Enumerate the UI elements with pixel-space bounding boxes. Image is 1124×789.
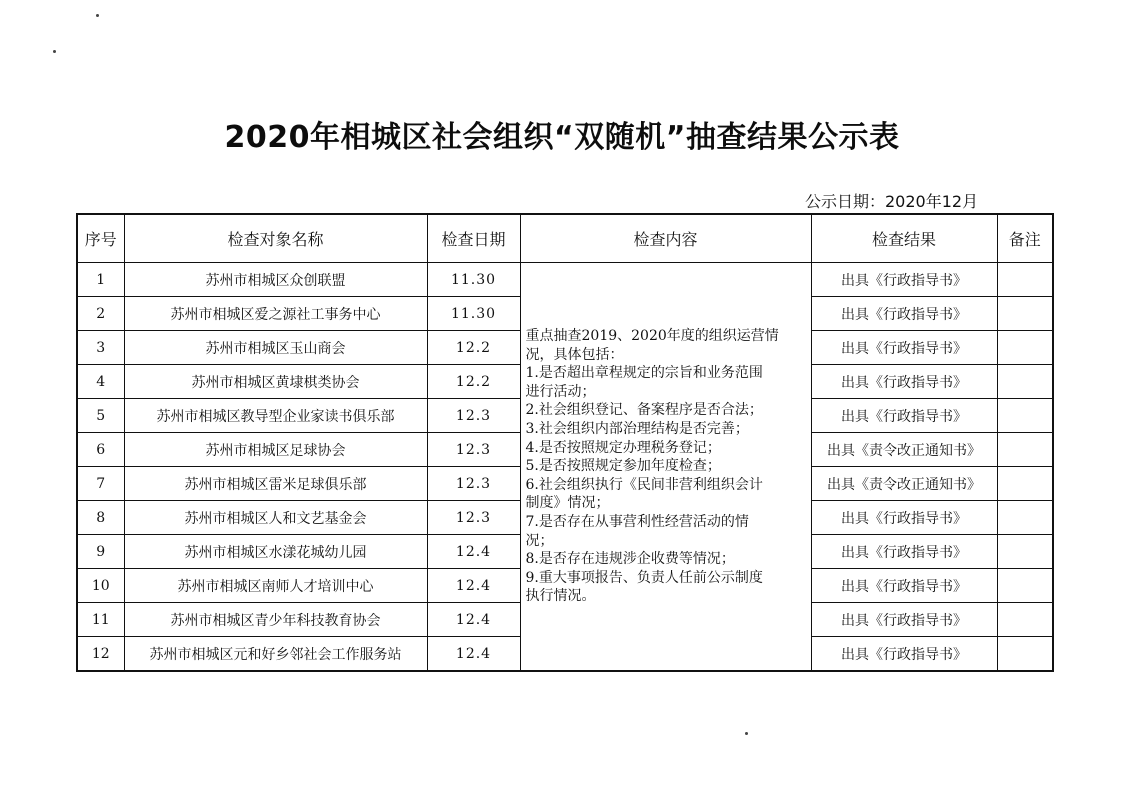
header-date: 检查日期	[427, 214, 520, 263]
row-name: 苏州市相城区雷米足球俱乐部	[124, 467, 427, 501]
content-line: 8.是否存在违规涉企收费等情况；	[525, 551, 735, 568]
row-index: 9	[77, 535, 124, 569]
row-result: 出具《行政指导书》	[811, 603, 997, 637]
row-result: 出具《行政指导书》	[811, 331, 997, 365]
document-title: 2020年相城区社会组织“双随机”抽查结果公示表	[224, 120, 900, 155]
inspection-content	[520, 263, 811, 672]
header-name: 检查对象名称	[124, 214, 427, 263]
row-name: 苏州市相城区教导型企业家读书俱乐部	[124, 399, 427, 433]
row-remark	[997, 603, 1053, 637]
scan-speck	[96, 14, 99, 17]
row-remark	[997, 467, 1053, 501]
row-date: 12.3	[427, 467, 520, 501]
header-remark: 备注	[997, 214, 1053, 263]
row-result: 出具《行政指导书》	[811, 501, 997, 535]
header-index: 序号	[77, 214, 124, 263]
row-name: 苏州市相城区水漾花城幼儿园	[124, 535, 427, 569]
row-name: 苏州市相城区足球协会	[124, 433, 427, 467]
row-date: 12.4	[427, 569, 520, 603]
row-name: 苏州市相城区黄埭棋类协会	[124, 365, 427, 399]
content-line: 6.社会组织执行《民间非营利组织会计	[525, 476, 763, 493]
row-index: 5	[77, 399, 124, 433]
row-result: 出具《行政指导书》	[811, 263, 997, 297]
row-date: 12.4	[427, 535, 520, 569]
row-date: 11.30	[427, 263, 520, 297]
row-date: 12.4	[427, 637, 520, 672]
inspection-content-lines	[526, 327, 807, 606]
row-index: 3	[77, 331, 124, 365]
row-result: 出具《行政指导书》	[811, 569, 997, 603]
row-remark	[997, 535, 1053, 569]
content-line: 5.是否按照规定参加年度检查；	[525, 458, 721, 475]
row-date: 12.3	[427, 433, 520, 467]
content-line: 进行活动；	[525, 383, 596, 400]
row-result: 出具《行政指导书》	[811, 399, 997, 433]
row-index: 7	[77, 467, 124, 501]
row-date: 12.2	[427, 365, 520, 399]
content-line: 3.社会组织内部治理结构是否完善；	[525, 421, 749, 438]
header-result: 检查结果	[811, 214, 997, 263]
row-name: 苏州市相城区南师人才培训中心	[124, 569, 427, 603]
row-remark	[997, 399, 1053, 433]
row-result: 出具《行政指导书》	[811, 637, 997, 672]
row-date: 12.4	[427, 603, 520, 637]
content-line: 制度》情况；	[525, 495, 610, 512]
row-result: 出具《行政指导书》	[811, 365, 997, 399]
row-remark	[997, 637, 1053, 672]
row-remark	[997, 263, 1053, 297]
row-remark	[997, 569, 1053, 603]
row-remark	[997, 331, 1053, 365]
row-name: 苏州市相城区众创联盟	[124, 263, 427, 297]
row-name: 苏州市相城区青少年科技教育协会	[124, 603, 427, 637]
row-result: 出具《行政指导书》	[811, 535, 997, 569]
table-header-row	[77, 214, 1053, 263]
content-line: 重点抽查2019、2020年度的组织运营情	[525, 328, 779, 345]
row-name: 苏州市相城区元和好乡邻社会工作服务站	[124, 637, 427, 672]
row-index: 4	[77, 365, 124, 399]
content-line: 1.是否超出章程规定的宗旨和业务范围	[525, 365, 763, 382]
row-date: 12.2	[427, 331, 520, 365]
row-name: 苏州市相城区爱之源社工事务中心	[124, 297, 427, 331]
row-result: 出具《行政指导书》	[811, 297, 997, 331]
row-remark	[997, 501, 1053, 535]
row-index: 2	[77, 297, 124, 331]
row-remark	[997, 365, 1053, 399]
content-line: 9.重大事项报告、负责人任前公示制度	[525, 569, 763, 586]
content-line: 7.是否存在从事营利性经营活动的情	[525, 513, 749, 530]
content-line: 4.是否按照规定办理税务登记；	[525, 439, 721, 456]
results-table	[76, 213, 1054, 672]
row-index: 6	[77, 433, 124, 467]
header-content: 检查内容	[520, 214, 811, 263]
row-date: 12.3	[427, 399, 520, 433]
scan-speck	[745, 732, 748, 735]
row-name: 苏州市相城区玉山商会	[124, 331, 427, 365]
table-row	[77, 263, 1053, 297]
content-line: 况；	[525, 532, 554, 549]
row-result: 出具《责令改正通知书》	[811, 433, 997, 467]
row-index: 11	[77, 603, 124, 637]
publish-date: 公示日期：2020年12月	[805, 192, 979, 211]
content-line: 执行情况。	[525, 588, 596, 605]
row-date: 12.3	[427, 501, 520, 535]
content-line: 况，具体包括：	[525, 346, 624, 363]
row-index: 8	[77, 501, 124, 535]
row-remark	[997, 433, 1053, 467]
row-index: 1	[77, 263, 124, 297]
row-index: 10	[77, 569, 124, 603]
row-index: 12	[77, 637, 124, 672]
scan-speck	[53, 50, 56, 53]
content-line: 2.社会组织登记、备案程序是否合法；	[525, 402, 763, 419]
row-remark	[997, 297, 1053, 331]
row-result: 出具《责令改正通知书》	[811, 467, 997, 501]
row-name: 苏州市相城区人和文艺基金会	[124, 501, 427, 535]
row-date: 11.30	[427, 297, 520, 331]
